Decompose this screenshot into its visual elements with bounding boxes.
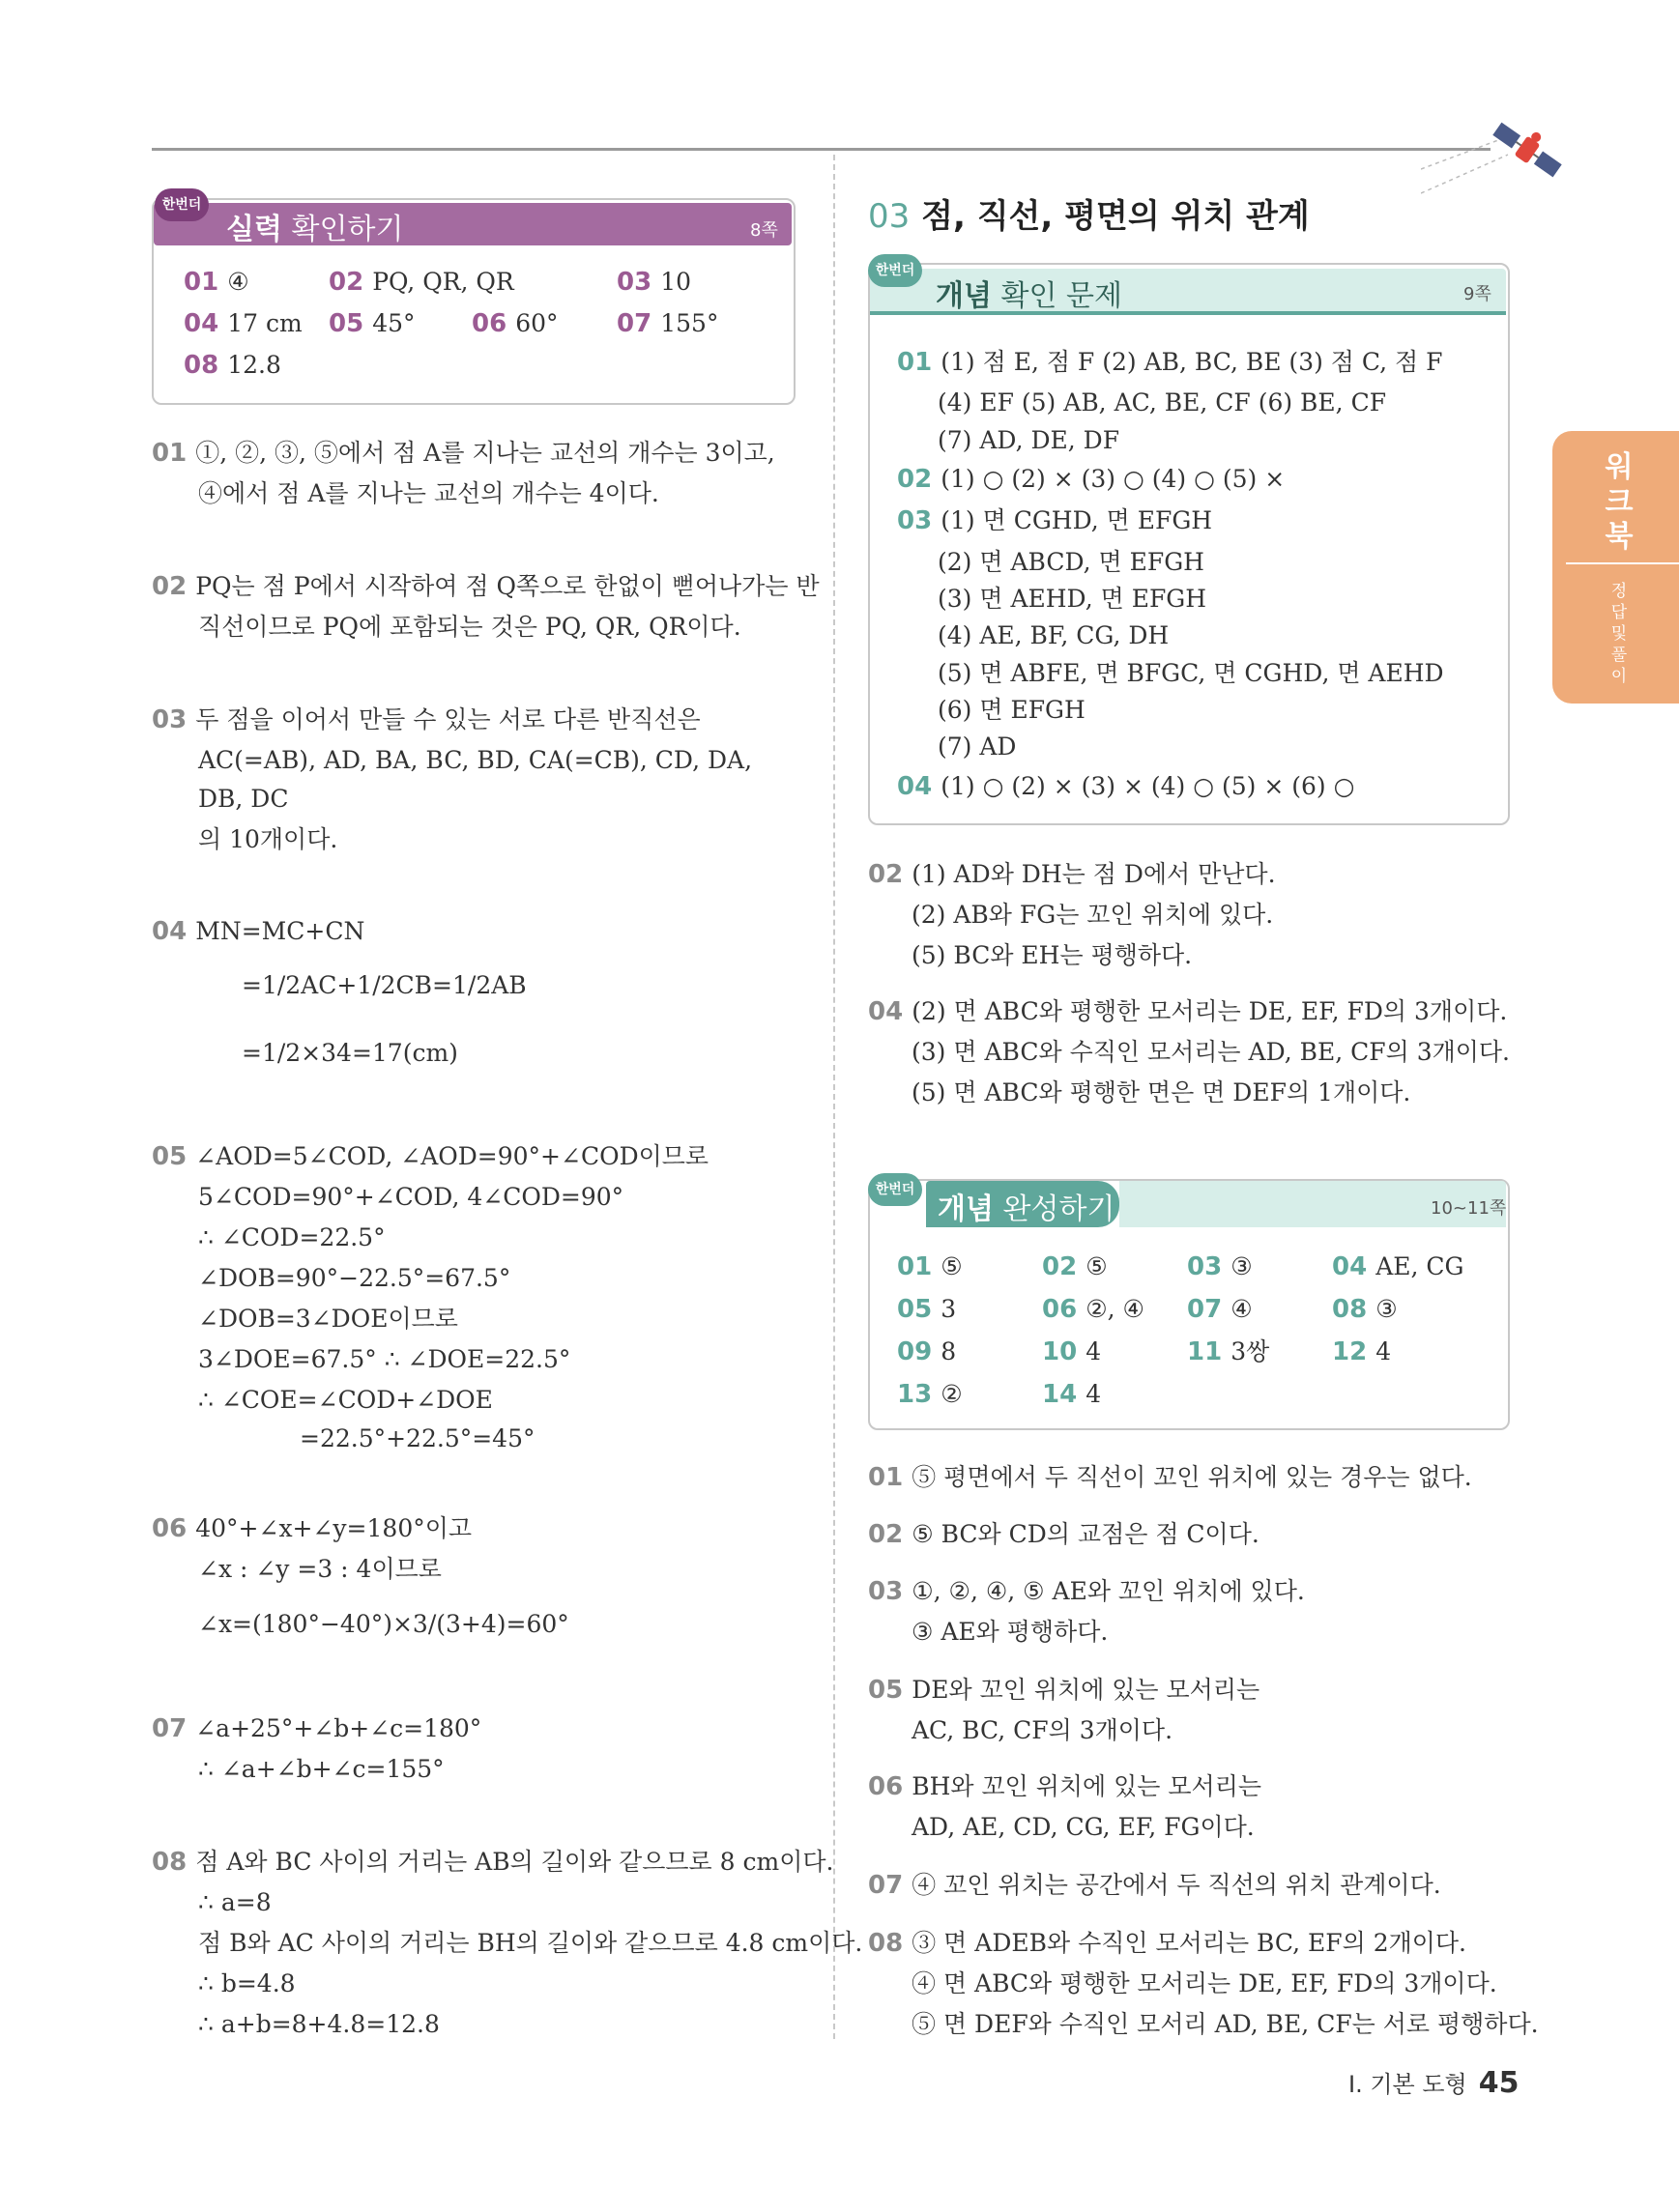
bot-05-line-2: AC, BC, CF의 3개이다.: [912, 1716, 1173, 1744]
concept-complete-page: 10~11쪽: [1431, 1198, 1507, 1219]
top-rule: [152, 148, 1491, 151]
ccp-answer-01: 01 ⑤: [897, 1252, 963, 1281]
column-divider: [833, 155, 835, 2039]
cc-line-2: (4) EF (5) AB, AC, BE, CF (6) BE, CF: [938, 388, 1387, 417]
ccp-answer-07: 07 ④: [1187, 1295, 1253, 1324]
mid-04-line-2: (3) 면 ABC와 수직인 모서리는 AD, BE, CF의 3개이다.: [912, 1038, 1511, 1066]
ccp-answer-12: 12 4: [1332, 1337, 1392, 1366]
ccp-answer-03: 03 ③: [1187, 1252, 1253, 1281]
cc-line-11: (7) AD: [938, 733, 1017, 761]
answer-03: 03 10: [617, 268, 692, 297]
item-08-line-5: ∴ a+b=8+4.8=12.8: [198, 2010, 440, 2038]
item-06-line-1: 06 40°+∠x+∠y=180°이고: [152, 1514, 473, 1543]
item-02-line-2: 직선이므로 PQ에 포함되는 것은 PQ, QR, QR이다.: [198, 613, 741, 641]
mid-02-line-2: (2) AB와 FG는 꼬인 위치에 있다.: [912, 901, 1274, 929]
ccp-answer-02: 02 ⑤: [1042, 1252, 1108, 1281]
bot-03-line-1: 03 ①, ②, ④, ⑤ AE와 꼬인 위치에 있다.: [868, 1577, 1305, 1606]
item-08-line-1: 08 점 A와 BC 사이의 거리는 AB의 길이와 같으므로 8 cm이다.: [152, 1848, 834, 1877]
ccp-answer-11: 11 3쌍: [1187, 1337, 1270, 1366]
item-06-line-3: ∠x=(180°−40°)×3/(3+4)=60°: [198, 1610, 569, 1638]
cc-line-7: (3) 면 AEHD, 면 EFGH: [938, 585, 1207, 613]
item-04-line-2: =1/2AC+1/2CB=1/2AB: [242, 971, 527, 999]
mid-04-line-1: 04 (2) 면 ABC와 평행한 모서리는 DE, EF, FD의 3개이다.: [868, 997, 1508, 1026]
badge-once-more: 한번더: [868, 254, 922, 287]
item-02-line-1: 02 PQ는 점 P에서 시작하여 점 Q쪽으로 한없이 뻗어나가는 반: [152, 572, 820, 601]
concept-check-page: 9쪽: [1463, 284, 1491, 304]
concept-complete-title: 개념 완성하기: [938, 1192, 1115, 1226]
ccp-answer-06: 06 ②, ④: [1042, 1295, 1144, 1324]
cc-line-3: (7) AD, DE, DF: [938, 426, 1120, 454]
skill-check-title: 실력 확인하기: [226, 213, 404, 246]
item-07-line-1: 07 ∠a+25°+∠b+∠c=180°: [152, 1714, 482, 1743]
answer-07: 07 155°: [617, 309, 719, 338]
item-08-line-2: ∴ a=8: [198, 1888, 272, 1916]
cc-line-12: 04 (1) ○ (2) × (3) × (4) ○ (5) × (6) ○: [897, 772, 1355, 801]
ccp-answer-14: 14 4: [1042, 1380, 1102, 1409]
page-footer: [1348, 2065, 1519, 2100]
bot-06-line-1: 06 BH와 꼬인 위치에 있는 모서리는: [868, 1772, 1261, 1801]
skill-check-page: 8쪽: [750, 220, 778, 241]
badge-once-more: 한번더: [155, 188, 209, 221]
answer-08: 08 12.8: [184, 351, 281, 380]
item-03-line-4: 의 10개이다.: [198, 825, 338, 853]
cc-line-10: (6) 면 EFGH: [938, 696, 1086, 724]
bot-03-line-2: ③ AE와 평행하다.: [912, 1618, 1109, 1646]
section-title: 03 점, 직선, 평면의 위치 관계: [868, 197, 1310, 236]
ccp-answer-08: 08 ③: [1332, 1295, 1398, 1324]
mid-02-line-3: (5) BC와 EH는 평행하다.: [912, 941, 1193, 969]
answer-05: 05 45°: [329, 309, 416, 338]
item-01-line-1: 01 ①, ②, ③, ⑤에서 점 A를 지나는 교선의 개수는 3이고,: [152, 439, 775, 468]
footer-chapter: Ⅰ. 기본 도형: [1348, 2071, 1467, 2098]
item-05-line-5: ∠DOB=3∠DOE이므로: [198, 1305, 458, 1333]
answer-06: 06 60°: [472, 309, 559, 338]
concept-check-title: 개념 확인 문제: [936, 279, 1122, 313]
bot-08-line-3: ⑤ 면 DEF와 수직인 모서리 AD, BE, CF는 서로 평행하다.: [912, 2010, 1539, 2038]
bot-08-line-1: 08 ③ 면 ADEB와 수직인 모서리는 BC, EF의 2개이다.: [868, 1929, 1466, 1958]
item-03-line-1: 03 두 점을 이어서 만들 수 있는 서로 다른 반직선은: [152, 705, 701, 734]
item-04-line-1: 04 MN=MC+CN: [152, 917, 365, 946]
ccp-answer-10: 10 4: [1042, 1337, 1102, 1366]
item-03-line-3: DB, DC: [198, 785, 289, 813]
item-05-line-3: ∴ ∠COD=22.5°: [198, 1223, 386, 1251]
bot-06-line-2: AD, AE, CD, CG, EF, FG이다.: [912, 1813, 1255, 1841]
item-05-line-4: ∠DOB=90°−22.5°=67.5°: [198, 1264, 511, 1292]
cc-line-1: 01 (1) 점 E, 점 F (2) AB, BC, BE (3) 점 C, 점 F: [897, 348, 1443, 377]
bot-02-line-1: 02 ⑤ BC와 CD의 교점은 점 C이다.: [868, 1520, 1259, 1549]
item-07-line-2: ∴ ∠a+∠b+∠c=155°: [198, 1755, 445, 1783]
item-08-line-4: ∴ b=4.8: [198, 1969, 296, 1997]
cc-line-8: (4) AE, BF, CG, DH: [938, 621, 1170, 649]
item-03-line-2: AC(=AB), AD, BA, BC, BD, CA(=CB), CD, DA,: [198, 746, 753, 774]
bot-01-line-1: 01 ⑤ 평면에서 두 직선이 꼬인 위치에 있는 경우는 없다.: [868, 1463, 1472, 1492]
badge-once-more: 한번더: [868, 1173, 922, 1206]
cc-line-9: (5) 면 ABFE, 면 BFGC, 면 CGHD, 면 AEHD: [938, 659, 1444, 687]
item-01-line-2: ④에서 점 A를 지나는 교선의 개수는 4이다.: [198, 479, 659, 507]
cc-line-5: 03 (1) 면 CGHD, 면 EFGH: [897, 506, 1213, 535]
side-tab-separator: [1566, 562, 1679, 564]
cc-line-4: 02 (1) ○ (2) × (3) ○ (4) ○ (5) ×: [897, 465, 1286, 494]
item-04-line-3: =1/2×34=17(cm): [242, 1039, 458, 1067]
cc-line-6: (2) 면 ABCD, 면 EFGH: [938, 548, 1204, 576]
satellite-icon: [1421, 111, 1566, 198]
bot-07-line-1: 07 ④ 꼬인 위치는 공간에서 두 직선의 위치 관계이다.: [868, 1871, 1441, 1900]
page-number: 45: [1478, 2066, 1520, 2100]
bot-08-line-2: ④ 면 ABC와 평행한 모서리는 DE, EF, FD의 3개이다.: [912, 1969, 1497, 1997]
ccp-answer-09: 09 8: [897, 1337, 957, 1366]
bot-05-line-1: 05 DE와 꼬인 위치에 있는 모서리는: [868, 1676, 1260, 1705]
mid-04-line-3: (5) 면 ABC와 평행한 면은 면 DEF의 1개이다.: [912, 1078, 1411, 1106]
answer-01: 01 ④: [184, 268, 249, 297]
ccp-answer-13: 13 ②: [897, 1380, 963, 1409]
ccp-answer-05: 05 3: [897, 1295, 957, 1324]
item-05-line-6: 3∠DOE=67.5° ∴ ∠DOE=22.5°: [198, 1345, 571, 1373]
mid-02-line-1: 02 (1) AD와 DH는 점 D에서 만난다.: [868, 860, 1276, 889]
workbook-side-tab: [1552, 431, 1679, 704]
side-tab-subtitle: 정답 및 풀이: [1610, 582, 1628, 686]
item-05-line-1: 05 ∠AOD=5∠COD, ∠AOD=90°+∠COD이므로: [152, 1142, 709, 1171]
answer-02: 02 PQ, QR, QR: [329, 268, 514, 297]
item-05-line-8: =22.5°+22.5°=45°: [300, 1424, 536, 1452]
answer-04: 04 17 cm: [184, 309, 303, 338]
item-05-line-2: 5∠COD=90°+∠COD, 4∠COD=90°: [198, 1183, 624, 1211]
side-tab-title: 워크북: [1605, 450, 1634, 554]
item-08-line-3: 점 B와 AC 사이의 거리는 BH의 길이와 같으므로 4.8 cm이다.: [198, 1929, 863, 1957]
ccp-answer-04: 04 AE, CG: [1332, 1252, 1464, 1281]
item-06-line-2: ∠x : ∠y =3 : 4이므로: [198, 1555, 442, 1583]
item-05-line-7: ∴ ∠COE=∠COD+∠DOE: [198, 1386, 493, 1414]
